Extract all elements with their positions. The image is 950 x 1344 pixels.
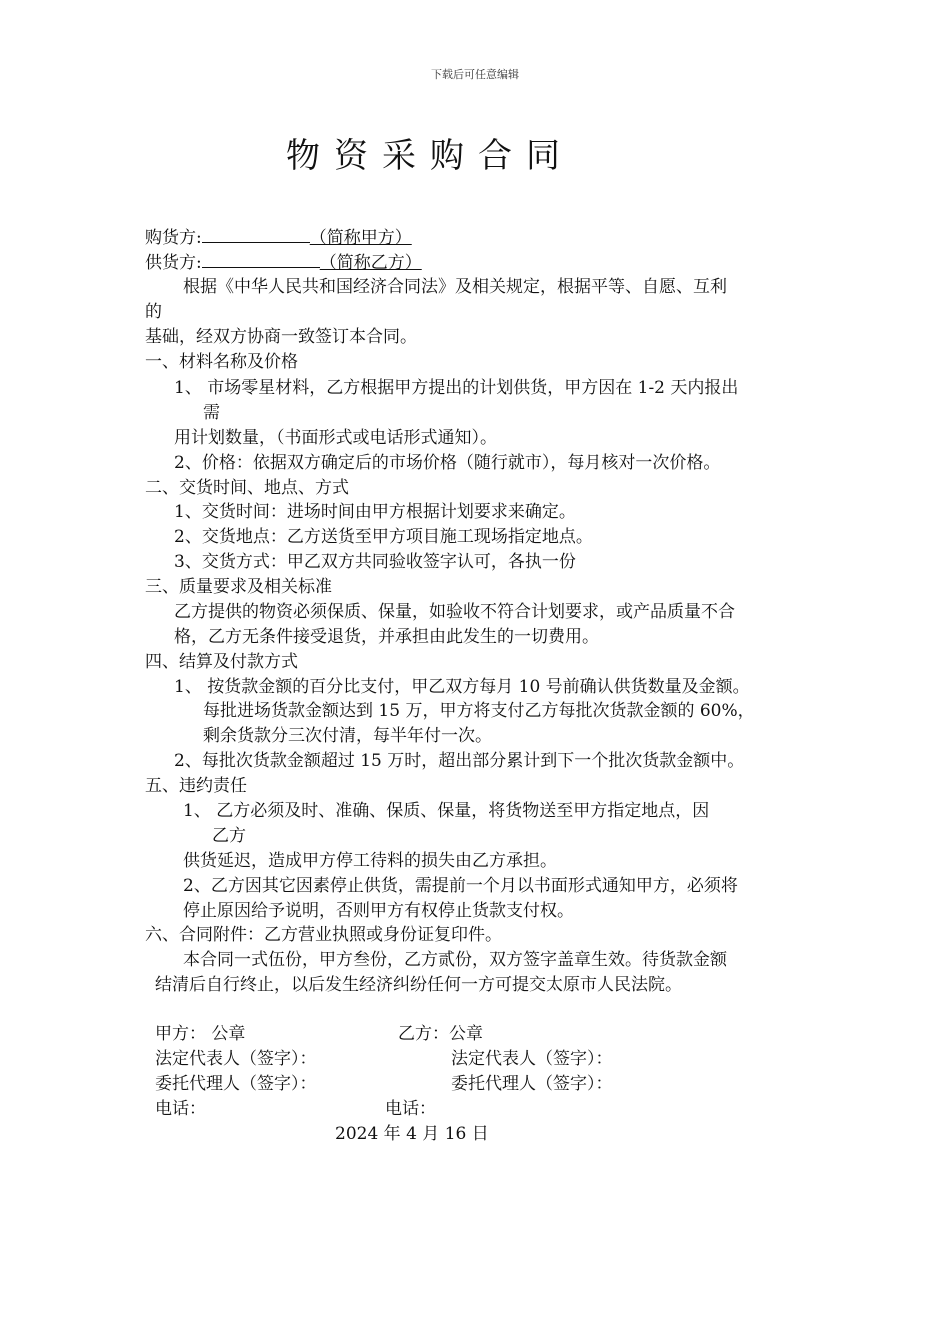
buyer-line <box>145 225 412 250</box>
s1-p1-line-2: 需 <box>203 403 220 423</box>
s4-p1-line-1: 1、 按货款金额的百分比支付，甲乙双方每月 10 号前确认供货数量及金额。 <box>174 677 750 697</box>
section-4-heading: 四、结算及付款方式 <box>145 652 298 672</box>
section-2-heading: 二、交货时间、地点、方式 <box>145 478 349 498</box>
section-1-heading: 一、材料名称及价格 <box>145 352 298 372</box>
s2-p2: 2、交货地点：乙方送货至甲方项目施工现场指定地点。 <box>174 527 593 547</box>
section-6-heading: 六、合同附件：乙方营业执照或身份证复印件。 <box>145 925 502 945</box>
s5-p1-line-3: 供货延迟，造成甲方停工待料的损失由乙方承担。 <box>183 851 557 871</box>
intro-line-2: 的 <box>145 302 162 322</box>
s6-p1-line-1: 本合同一式伍份，甲方叁份，乙方贰份，双方签字盖章生效。待货款金额 <box>183 950 727 970</box>
s5-p2-line-1: 2、乙方因其它因素停止供货，需提前一个月以书面形式通知甲方，必须将 <box>183 876 738 896</box>
buyer-note: （简称甲方） <box>309 228 412 248</box>
party-a-legal-rep: 法定代表人（签字）： <box>155 1049 317 1069</box>
party-b-phone: 电话： <box>385 1099 436 1119</box>
s4-p2: 2、每批次货款金额超过 15 万时，超出部分累计到下一个批次货款金额中。 <box>174 751 745 771</box>
party-b-seal: 乙方：公章 <box>398 1024 483 1044</box>
s3-p1-line-2: 格，乙方无条件接受退货，并承担由此发生的一切费用。 <box>174 627 599 647</box>
party-a-phone: 电话： <box>155 1099 206 1119</box>
s5-p1-line-1: 1、 乙方必须及时、准确、保质、保量，将货物送至甲方指定地点，因 <box>183 801 710 821</box>
party-a-agent: 委托代理人（签字）： <box>155 1074 317 1094</box>
intro-line-3: 基础，经双方协商一致签订本合同。 <box>145 327 417 347</box>
intro-line-1: 根据《中华人民共和国经济合同法》及相关规定，根据平等、自愿、互利 <box>183 277 727 297</box>
supplier-label: 供货方: <box>145 253 202 273</box>
s2-p1: 1、交货时间：进场时间由甲方根据计划要求来确定。 <box>174 502 576 522</box>
s4-p1-line-2: 每批进场货款金额达到 15 万，甲方将支付乙方每批次货款金额的 60%， <box>203 701 755 721</box>
supplier-note: （简称乙方） <box>319 253 422 273</box>
s5-p2-line-2: 停止原因给予说明，否则甲方有权停止货款支付权。 <box>183 901 574 921</box>
s3-p1-line-1: 乙方提供的物资必须保质、保量，如验收不符合计划要求，或产品质量不合 <box>174 602 735 622</box>
s1-p1-line-1: 1、 市场零星材料，乙方根据甲方提出的计划供货，甲方因在 1-2 天内报出 <box>174 378 739 398</box>
s1-p1-line-3: 用计划数量，（书面形式或电话形式通知）。 <box>174 428 497 448</box>
document-title: 物资采购合同 <box>286 136 574 176</box>
supplier-line <box>145 250 422 275</box>
party-b-legal-rep: 法定代表人（签字）： <box>451 1049 613 1069</box>
s1-p2: 2、价格：依据双方确定后的市场价格（随行就市），每月核对一次价格。 <box>174 453 721 473</box>
s4-p1-line-3: 剩余货款分三次付清，每半年付一次。 <box>203 726 492 746</box>
buyer-name-blank <box>202 225 310 243</box>
supplier-name-blank <box>202 250 320 268</box>
s2-p3: 3、交货方式：甲乙双方共同验收签字认可，各执一份 <box>174 552 576 572</box>
party-a-seal: 甲方： 公章 <box>155 1024 246 1044</box>
section-5-heading: 五、违约责任 <box>145 776 247 796</box>
party-b-agent: 委托代理人（签字）： <box>451 1074 613 1094</box>
page-header: 下载后可任意编辑 <box>431 68 519 81</box>
contract-date: 2024 年 4 月 16 日 <box>335 1124 489 1144</box>
buyer-label: 购货方: <box>145 228 202 248</box>
section-3-heading: 三、质量要求及相关标准 <box>145 577 332 597</box>
s5-p1-line-2: 乙方 <box>212 826 246 846</box>
s6-p1-line-2: 结清后自行终止，以后发生经济纠纷任何一方可提交太原市人民法院。 <box>155 975 682 995</box>
